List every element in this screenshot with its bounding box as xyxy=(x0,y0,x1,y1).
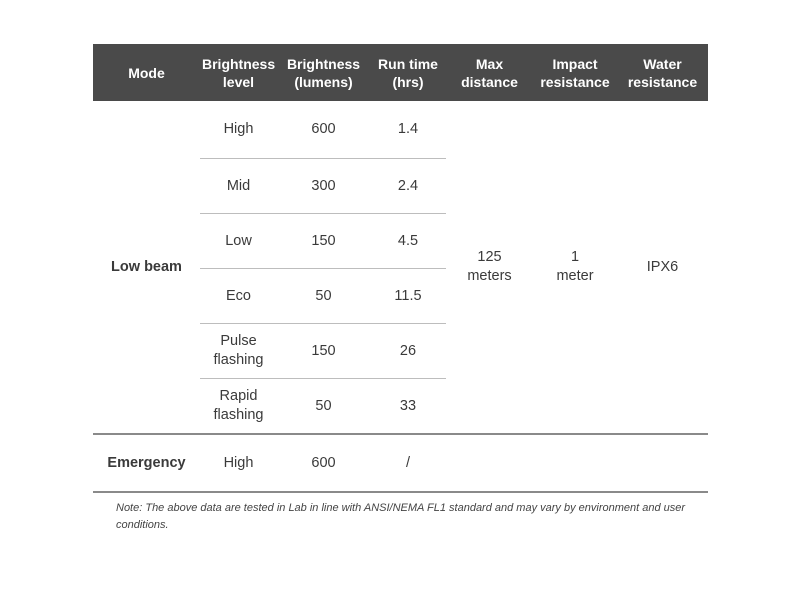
lumens-cell: 50 xyxy=(315,397,332,414)
brightness-level-cell: Pulse flashing xyxy=(200,324,277,379)
runtime-cell: 1.4 xyxy=(370,101,446,159)
header-brightness-lumens: Brightness (lumens) xyxy=(277,44,370,101)
empty-cell xyxy=(446,434,533,492)
header-impact-resistance: Impact resistance xyxy=(533,44,617,101)
table-row xyxy=(93,101,708,159)
mode-emergency: Emergency xyxy=(93,434,200,492)
table-row-emergency xyxy=(93,434,708,492)
lumens-cell: 150 xyxy=(277,214,370,269)
runtime-cell: 2.4 xyxy=(370,159,446,214)
brightness-level-cell: Rapid flashing xyxy=(213,388,264,423)
runtime-cell: 4.5 xyxy=(370,214,446,269)
header-max-distance: Max distance xyxy=(446,44,533,101)
water-resistance-cell: IPX6 xyxy=(646,258,679,275)
lumens-cell: 150 xyxy=(277,324,370,379)
header-brightness-level: Brightness level xyxy=(200,44,277,101)
runtime-cell: 11.5 xyxy=(370,269,446,324)
brightness-level-cell: Low xyxy=(200,214,277,269)
lumens-cell: 600 xyxy=(277,434,370,492)
empty-cell xyxy=(533,434,617,492)
runtime-cell: 33 xyxy=(399,397,417,414)
brightness-level-cell: High xyxy=(200,101,277,159)
brightness-level-cell: Mid xyxy=(200,159,277,214)
header-run-time: Run time (hrs) xyxy=(370,44,446,101)
brightness-level-cell: Eco xyxy=(200,269,277,324)
brightness-level-cell: High xyxy=(200,434,277,492)
runtime-cell: / xyxy=(370,434,446,492)
lumens-cell: 600 xyxy=(277,101,370,159)
header-water-resistance: Water resistance xyxy=(617,44,708,101)
footnote: Note: The above data are tested in Lab in line with ANSI/NEMA FL1 standard and may vary by environment and user conditions. xyxy=(116,502,686,531)
runtime-cell: 26 xyxy=(370,324,446,379)
mode-low-beam: Low beam xyxy=(111,258,182,275)
empty-cell xyxy=(617,434,708,492)
spec-table xyxy=(93,44,708,493)
lumens-cell: 50 xyxy=(277,269,370,324)
max-distance-cell: 125 meters xyxy=(467,249,512,284)
impact-resistance-cell: 1 meter xyxy=(556,249,594,284)
lumens-cell: 300 xyxy=(277,159,370,214)
header-mode: Mode xyxy=(93,44,200,101)
header-row xyxy=(93,44,708,101)
